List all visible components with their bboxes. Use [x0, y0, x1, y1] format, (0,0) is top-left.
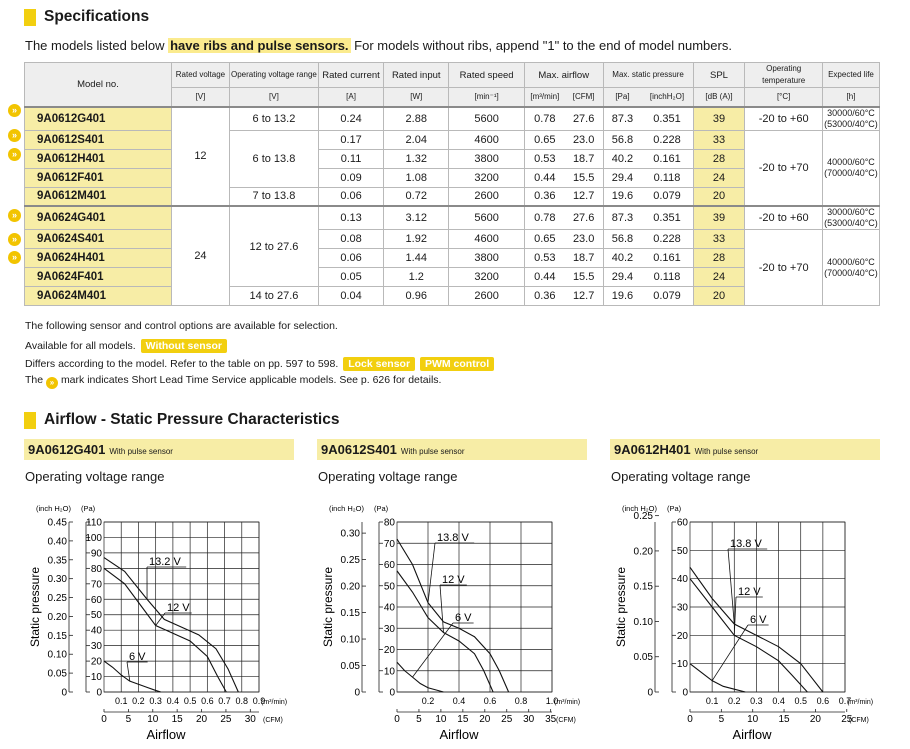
- model-cell: 9A0624F401: [25, 268, 172, 287]
- series-leader-line: [712, 625, 748, 681]
- spl-cell: 24: [693, 268, 745, 287]
- airflow-m3-cell: 0.44: [524, 268, 564, 287]
- series-leader-line: [728, 549, 734, 624]
- pressure-pa-cell: 56.8: [603, 130, 641, 149]
- inch-tick-label: 0.20: [47, 611, 67, 623]
- pa-tick-label: 40: [676, 574, 688, 586]
- current-cell: 0.06: [318, 249, 383, 268]
- model-cell: 9A0624G401: [25, 206, 172, 230]
- header-op-voltage: Operating voltage range: [229, 63, 318, 88]
- series-label: 12 V: [167, 602, 190, 614]
- inch-tick-label: 0.25: [47, 593, 67, 605]
- unit-airflow-cfm: [CFM]: [565, 88, 603, 107]
- airflow-m3-cell: 0.36: [524, 287, 564, 306]
- pa-tick-label: 10: [90, 672, 102, 684]
- series-line: [690, 664, 745, 692]
- pa-tick-label: 50: [676, 545, 688, 557]
- header-max-pressure: Max. static pressure: [603, 63, 693, 88]
- inch-tick-label: 0: [61, 687, 67, 699]
- cfm-tick-label: 25: [220, 714, 232, 725]
- spl-cell: 39: [693, 206, 745, 230]
- speed-cell: 4600: [449, 230, 525, 249]
- model-cell: 9A0624H401: [25, 249, 172, 268]
- pa-tick-label: 80: [90, 563, 102, 575]
- header-model: Model no.: [25, 63, 172, 107]
- op-range-label-2: Operating voltage range: [318, 469, 458, 484]
- header-rated-speed: Rated speed: [449, 63, 525, 88]
- spl-cell: 39: [693, 107, 745, 131]
- inch-tick-label: 0.05: [340, 661, 360, 673]
- cfm-tick-label: 15: [778, 714, 790, 725]
- pa-tick-label: 0: [389, 687, 395, 699]
- inch-unit-label: (inch H₂O): [36, 504, 71, 513]
- header-max-airflow: Max. airflow: [524, 63, 603, 88]
- inch-tick-label: 0.30: [47, 574, 67, 586]
- short-lead-time-icon: »: [8, 129, 21, 142]
- header-row: [25, 63, 880, 88]
- m3-tick-label: 0.1: [705, 696, 719, 706]
- pa-tick-label: 60: [383, 560, 395, 571]
- series-leader-line: [440, 585, 444, 633]
- airflow-m3-cell: 0.36: [524, 187, 564, 206]
- life-cell: 40000/60°C (70000/40°C): [822, 230, 879, 306]
- model-cell: 9A0612G401: [25, 107, 172, 131]
- series-leader-line: [413, 623, 454, 677]
- model-cell: 9A0612H401: [25, 149, 172, 168]
- temp-cell: -20 to +70: [745, 230, 823, 306]
- speed-cell: 3800: [449, 149, 525, 168]
- intro-text: The models listed below have ribs and pulse sensors. For models without ribs, append "1" to the end of model numbers.: [25, 38, 732, 53]
- pressure-pa-cell: 19.6: [603, 187, 641, 206]
- airflow-m3-cell: 0.53: [524, 149, 564, 168]
- series-line: [397, 539, 509, 692]
- note-line-2: Available for all models. Without sensor: [25, 340, 227, 352]
- op-range-label-1: Operating voltage range: [25, 469, 165, 484]
- inch-tick-label: 0.20: [340, 581, 360, 593]
- pa-tick-label: 50: [90, 610, 102, 622]
- cfm-tick-label: 30: [523, 714, 535, 725]
- spl-cell: 28: [693, 249, 745, 268]
- short-lead-time-icon: »: [8, 233, 21, 246]
- m3-tick-label: 0.7: [838, 696, 852, 706]
- input-cell: 1.08: [384, 168, 449, 187]
- series-label: 6 V: [750, 614, 767, 626]
- pa-tick-label: 10: [676, 659, 688, 671]
- pa-tick-label: 100: [85, 532, 102, 544]
- airflow-m3-cell: 0.44: [524, 168, 564, 187]
- inch-tick-label: 0.15: [340, 608, 360, 620]
- pq-chart-2: [317, 495, 587, 747]
- airflow-cfm-cell: 23.0: [565, 130, 603, 149]
- series-line: [397, 571, 493, 692]
- inch-tick-label: 0.10: [633, 616, 653, 628]
- airflow-m3-cell: 0.53: [524, 249, 564, 268]
- inch-unit-label: (inch H₂O): [622, 504, 657, 513]
- m3-tick-label: 0.9: [252, 696, 266, 706]
- m3-tick-label: 0.3: [149, 696, 162, 706]
- m3-tick-label: 0.8: [235, 696, 249, 706]
- unit-spl: [dB (A)]: [693, 88, 745, 107]
- speed-cell: 3200: [449, 268, 525, 287]
- pq-chart-3: [610, 495, 880, 747]
- m3-unit-label: (m³/min): [554, 699, 581, 706]
- header-rated-voltage: Rated voltage: [171, 63, 229, 88]
- pressure-inch-cell: 0.228: [641, 230, 693, 249]
- inch-tick-label: 0.20: [633, 546, 653, 558]
- unit-airflow-m3: [m³/min]: [524, 88, 564, 107]
- input-cell: 1.44: [384, 249, 449, 268]
- series-label: 6 V: [455, 612, 472, 624]
- current-cell: 0.04: [318, 287, 383, 306]
- inch-tick-label: 0.15: [47, 630, 67, 642]
- pressure-pa-cell: 29.4: [603, 168, 641, 187]
- unit-op-temp: [°C]: [745, 88, 823, 107]
- m3-tick-label: 0.5: [183, 696, 197, 706]
- spl-cell: 20: [693, 287, 745, 306]
- series-label: 13.2 V: [149, 556, 181, 568]
- spl-cell: 28: [693, 149, 745, 168]
- pa-tick-label: 70: [90, 579, 102, 591]
- cfm-tick-label: 20: [479, 714, 491, 725]
- pa-tick-label: 60: [90, 594, 102, 606]
- series-label: 12 V: [738, 586, 761, 598]
- cfm-tick-label: 5: [416, 714, 422, 725]
- cfm-tick-label: 15: [457, 714, 469, 725]
- series-label: 6 V: [129, 651, 146, 663]
- temp-cell: -20 to +60: [745, 107, 823, 131]
- cfm-unit-label: (CFM): [263, 717, 283, 724]
- series-leader-line: [127, 662, 130, 681]
- speed-cell: 4600: [449, 130, 525, 149]
- rated-voltage-cell: 24: [171, 206, 229, 306]
- airflow-cfm-cell: 18.7: [565, 149, 603, 168]
- pressure-pa-cell: 87.3: [603, 107, 641, 131]
- cfm-tick-label: 25: [501, 714, 513, 725]
- m3-tick-label: 0.2: [132, 696, 145, 706]
- airflow-cfm-cell: 27.6: [565, 107, 603, 131]
- input-cell: 1.2: [384, 268, 449, 287]
- pa-tick-label: 40: [90, 625, 102, 637]
- inch-tick-label: 0.10: [340, 634, 360, 646]
- m3-tick-label: 0.4: [452, 696, 466, 706]
- input-cell: 2.04: [384, 130, 449, 149]
- header-rated-current: Rated current: [318, 63, 383, 88]
- pa-tick-label: 30: [676, 602, 688, 614]
- current-cell: 0.17: [318, 130, 383, 149]
- tag-without-sensor: Without sensor: [141, 339, 227, 353]
- input-cell: 1.92: [384, 230, 449, 249]
- cfm-tick-label: 30: [244, 714, 256, 725]
- current-cell: 0.11: [318, 149, 383, 168]
- table-row: [25, 130, 880, 149]
- pa-tick-label: 30: [383, 623, 395, 635]
- x-axis-title: Airflow: [439, 727, 479, 742]
- header-op-temp: Operating temperature: [745, 63, 823, 88]
- airflow-cfm-cell: 27.6: [565, 206, 603, 230]
- y-axis-title: Static pressure: [321, 566, 335, 648]
- tag-pwm-control: PWM control: [420, 357, 494, 371]
- cfm-unit-label: (CFM): [556, 717, 576, 724]
- inch-tick-label: 0.40: [47, 536, 67, 548]
- airflow-title: Airflow - Static Pressure Characteristics: [44, 411, 340, 428]
- m3-unit-label: (m³/min): [847, 699, 874, 706]
- pressure-inch-cell: 0.161: [641, 249, 693, 268]
- m3-tick-label: 0.2: [728, 696, 741, 706]
- cfm-tick-label: 20: [809, 714, 821, 725]
- series-leader-line: [428, 543, 435, 603]
- pressure-inch-cell: 0.161: [641, 149, 693, 168]
- speed-cell: 5600: [449, 206, 525, 230]
- pa-tick-label: 20: [90, 656, 102, 668]
- inch-tick-label: 0.05: [47, 668, 67, 680]
- chart-title-3: 9A0612H401 With pulse sensor: [610, 439, 880, 460]
- pressure-pa-cell: 19.6: [603, 287, 641, 306]
- heading-bar: [24, 412, 36, 429]
- input-cell: 2.88: [384, 107, 449, 131]
- model-cell: 9A0612F401: [25, 168, 172, 187]
- temp-cell: -20 to +60: [745, 206, 823, 230]
- m3-tick-label: 0.6: [816, 696, 830, 706]
- cfm-tick-label: 25: [841, 714, 853, 725]
- pa-tick-label: 30: [90, 641, 102, 653]
- pa-tick-label: 70: [383, 538, 395, 550]
- rated-voltage-cell: 12: [171, 107, 229, 207]
- temp-cell: -20 to +70: [745, 130, 823, 206]
- life-cell: 30000/60°C (53000/40°C): [824, 107, 878, 129]
- m3-tick-label: 0.6: [483, 696, 497, 706]
- m3-tick-label: 0.3: [750, 696, 763, 706]
- inch-tick-label: 0.10: [47, 649, 67, 661]
- inch-tick-label: 0.30: [340, 528, 360, 540]
- speed-cell: 5600: [449, 107, 525, 131]
- model-cell: 9A0612S401: [25, 130, 172, 149]
- airflow-cfm-cell: 15.5: [565, 268, 603, 287]
- pressure-pa-cell: 87.3: [603, 206, 641, 230]
- op-range-label-3: Operating voltage range: [611, 469, 751, 484]
- life-cell: 30000/60°C (53000/40°C): [824, 207, 878, 228]
- m3-tick-label: 0.6: [201, 696, 214, 706]
- unit-pressure-inch: [inchH₂O]: [641, 88, 693, 107]
- current-cell: 0.06: [318, 187, 383, 206]
- m3-tick-label: 0.5: [794, 696, 807, 706]
- pa-tick-label: 50: [383, 581, 395, 593]
- model-cell: 9A0624M401: [25, 287, 172, 306]
- x-axis-title: Airflow: [732, 727, 772, 742]
- unit-rated-current: [A]: [318, 88, 383, 107]
- current-cell: 0.05: [318, 268, 383, 287]
- current-cell: 0.13: [318, 206, 383, 230]
- pressure-pa-cell: 40.2: [603, 249, 641, 268]
- cfm-tick-label: 15: [171, 714, 183, 725]
- inch-unit-label: (inch H₂O): [329, 504, 364, 513]
- note-line-1: The following sensor and control options are available for selection.: [25, 320, 338, 332]
- cfm-tick-label: 10: [435, 714, 447, 725]
- inch-tick-label: 0.35: [47, 555, 67, 567]
- series-label: 13.8 V: [730, 538, 762, 550]
- pa-tick-label: 60: [676, 517, 688, 529]
- y-axis-title: Static pressure: [28, 566, 42, 648]
- pa-tick-label: 40: [383, 602, 395, 614]
- airflow-m3-cell: 0.78: [524, 206, 564, 230]
- specifications-table: [24, 62, 880, 306]
- pa-tick-label: 20: [383, 645, 395, 656]
- m3-tick-label: 0.7: [218, 696, 231, 706]
- header-life: Expected life: [822, 63, 879, 88]
- cfm-tick-label: 0: [101, 714, 107, 725]
- airflow-cfm-cell: 15.5: [565, 168, 603, 187]
- cfm-tick-label: 0: [687, 714, 693, 725]
- inch-tick-label: 0.05: [633, 652, 653, 664]
- chart-title-1: 9A0612G401 With pulse sensor: [24, 439, 294, 460]
- pa-tick-label: 0: [682, 687, 688, 699]
- airflow-heading: [24, 410, 339, 430]
- grid: [690, 522, 845, 692]
- unit-life: [h]: [822, 88, 879, 107]
- specifications-title: Specifications: [44, 8, 150, 25]
- airflow-m3-cell: 0.65: [524, 130, 564, 149]
- inch-tick-label: 0.45: [47, 517, 67, 529]
- pressure-inch-cell: 0.228: [641, 130, 693, 149]
- pressure-pa-cell: 56.8: [603, 230, 641, 249]
- spl-cell: 20: [693, 187, 745, 206]
- pressure-inch-cell: 0.351: [641, 107, 693, 131]
- heading-rule: [166, 17, 880, 20]
- pa-tick-label: 20: [676, 630, 688, 642]
- pressure-inch-cell: 0.351: [641, 206, 693, 230]
- table-row: [25, 107, 880, 131]
- pressure-inch-cell: 0.118: [641, 268, 693, 287]
- unit-rated-speed: [min⁻¹]: [449, 88, 525, 107]
- input-cell: 3.12: [384, 206, 449, 230]
- header-rated-input: Rated input: [384, 63, 449, 88]
- input-cell: 0.96: [384, 287, 449, 306]
- inch-tick-label: 0.15: [633, 581, 653, 593]
- pressure-pa-cell: 29.4: [603, 268, 641, 287]
- chart-title-2: 9A0612S401 With pulse sensor: [317, 439, 587, 460]
- table-row: [25, 206, 880, 230]
- airflow-cfm-cell: 18.7: [565, 249, 603, 268]
- cfm-tick-label: 35: [545, 714, 557, 725]
- cfm-tick-label: 5: [125, 714, 132, 725]
- spl-cell: 33: [693, 130, 745, 149]
- speed-cell: 2600: [449, 187, 525, 206]
- m3-tick-label: 0.4: [166, 696, 180, 706]
- m3-tick-label: 0.8: [514, 696, 528, 706]
- pa-unit-label: (Pa): [374, 504, 389, 513]
- current-cell: 0.09: [318, 168, 383, 187]
- model-cell: 9A0624S401: [25, 230, 172, 249]
- short-lead-time-icon: »: [8, 251, 21, 264]
- cfm-unit-label: (CFM): [849, 717, 869, 724]
- m3-tick-label: 1.0: [545, 696, 559, 706]
- note-line-3: Differs according to the model. Refer to the table on pp. 597 to 598. Lock sensor PWM control: [25, 358, 494, 370]
- pressure-inch-cell: 0.079: [641, 187, 693, 206]
- table-row: [25, 230, 880, 249]
- life-cell: 40000/60°C (70000/40°C): [822, 130, 879, 206]
- unit-op-voltage: [V]: [229, 88, 318, 107]
- pa-tick-label: 10: [383, 666, 395, 678]
- speed-cell: 2600: [449, 287, 525, 306]
- input-cell: 1.32: [384, 149, 449, 168]
- tag-lock-sensor: Lock sensor: [343, 357, 415, 371]
- op-voltage-cell: 6 to 13.2: [229, 107, 318, 131]
- m3-tick-label: 0.4: [772, 696, 785, 706]
- inch-tick-label: 0.25: [633, 511, 653, 523]
- current-cell: 0.08: [318, 230, 383, 249]
- heading-rule: [365, 419, 880, 422]
- series-line: [104, 558, 238, 692]
- m3-unit-label: (m³/min): [261, 699, 288, 706]
- op-voltage-cell: 12 to 27.6: [229, 206, 318, 287]
- unit-rated-voltage: [V]: [171, 88, 229, 107]
- header-spl: SPL: [693, 63, 745, 88]
- m3-tick-label: 0.1: [114, 696, 128, 706]
- airflow-cfm-cell: 23.0: [565, 230, 603, 249]
- cfm-tick-label: 10: [147, 714, 159, 725]
- model-cell: 9A0612M401: [25, 187, 172, 206]
- pa-tick-label: 0: [96, 687, 102, 699]
- speed-cell: 3800: [449, 249, 525, 268]
- pressure-inch-cell: 0.079: [641, 287, 693, 306]
- series-label: 13.8 V: [437, 532, 469, 544]
- unit-pressure-pa: [Pa]: [603, 88, 641, 107]
- pa-tick-label: 110: [86, 517, 102, 529]
- y-axis-title: Static pressure: [614, 566, 628, 648]
- intro-highlight: have ribs and pulse sensors.: [170, 38, 349, 53]
- short-lead-time-icon: »: [8, 148, 21, 161]
- airflow-cfm-cell: 12.7: [565, 187, 603, 206]
- pressure-inch-cell: 0.118: [641, 168, 693, 187]
- note-line-4: The » mark indicates Short Lead Time Service applicable models. See p. 626 for details.: [25, 374, 442, 387]
- pa-tick-label: 80: [383, 517, 395, 529]
- short-lead-time-icon: »: [46, 377, 58, 389]
- spl-cell: 24: [693, 168, 745, 187]
- op-voltage-cell: 14 to 27.6: [229, 287, 318, 306]
- op-voltage-cell: 7 to 13.8: [229, 187, 318, 206]
- pa-unit-label: (Pa): [667, 504, 682, 513]
- inch-tick-label: 0: [354, 687, 360, 699]
- pressure-pa-cell: 40.2: [603, 149, 641, 168]
- airflow-m3-cell: 0.78: [524, 107, 564, 131]
- op-voltage-cell: 6 to 13.8: [229, 130, 318, 187]
- cfm-tick-label: 20: [195, 714, 208, 725]
- m3-tick-label: 0.2: [421, 696, 435, 706]
- short-lead-time-icon: »: [8, 104, 21, 117]
- airflow-m3-cell: 0.65: [524, 230, 564, 249]
- cfm-tick-label: 10: [747, 714, 759, 725]
- spl-cell: 33: [693, 230, 745, 249]
- current-cell: 0.24: [318, 107, 383, 131]
- pa-unit-label: (Pa): [81, 504, 96, 513]
- specifications-heading: [24, 7, 149, 27]
- cfm-tick-label: 5: [718, 714, 725, 725]
- x-axis-title: Airflow: [146, 727, 186, 742]
- airflow-cfm-cell: 12.7: [565, 287, 603, 306]
- series-label: 12 V: [442, 574, 465, 586]
- pa-tick-label: 90: [90, 548, 102, 560]
- heading-bar: [24, 9, 36, 26]
- speed-cell: 3200: [449, 168, 525, 187]
- inch-tick-label: 0.25: [340, 555, 360, 567]
- short-lead-time-icon: »: [8, 209, 21, 222]
- input-cell: 0.72: [384, 187, 449, 206]
- pq-chart-1: [24, 495, 294, 747]
- unit-rated-input: [W]: [384, 88, 449, 107]
- inch-tick-label: 0: [647, 687, 653, 699]
- cfm-tick-label: 0: [394, 714, 400, 725]
